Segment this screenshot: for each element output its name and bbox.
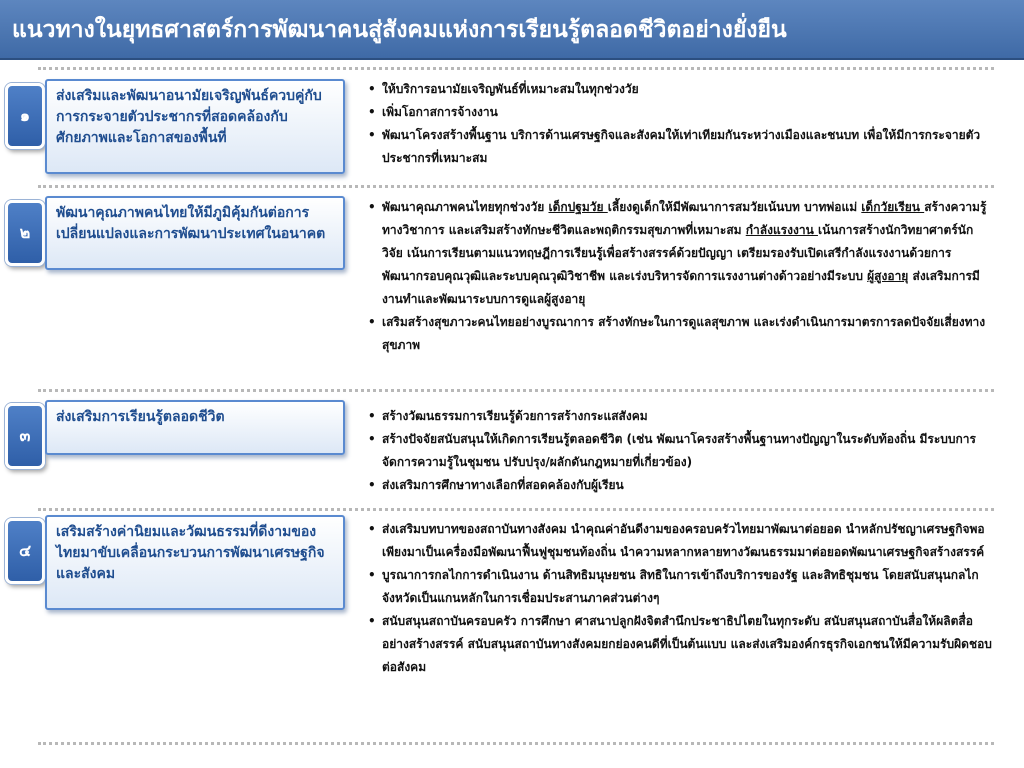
bullet-item: • สนับสนุนสถาบันครอบครัว การศึกษา ศาสนาปลูกฝังจิตสำนึกประชาธิปไตยในทุกระดับ สนับสนุนสถาบันสื่อให้ผลิตสื่ออย่างสร้างสรรค์ สนับสนุนสถาบันทางสังคมยกย่องคนดีที่เป็นต้นแบบ และส่งเสริมองค์กรธุรกิจเอกชนให้มีความรับผิดชอบต่อสังคม <box>366 610 994 679</box>
bullet-item <box>366 196 994 311</box>
title-bar <box>0 0 1024 60</box>
bullet-item: • สร้างปัจจัยสนับสนุนให้เกิดการเรียนรู้ตลอดชีวิต (เช่น พัฒนาโครงสร้างพื้นฐานทางปัญญาในระดับท้องถิ่น มีระบบการจัดการความรู้ในชุมชน ปรับปรุง/ผลักดันกฎหมายที่เกี่ยวข้อง) <box>366 428 994 474</box>
section-heading-1: ส่งเสริมและพัฒนาอนามัยเจริญพันธ์ควบคู่กับการกระจายตัวประชากรที่สอดคล้องกับศักยภาพและโอกาสของพื้นที่ <box>45 79 345 174</box>
group-label-school-age: เด็กวัยเรียน <box>861 200 925 214</box>
section-heading-3: ส่งเสริมการเรียนรู้ตลอดชีวิต <box>45 400 345 455</box>
section-number-2: ๒ <box>5 200 45 266</box>
page-title: แนวทางในยุทธศาสตร์การพัฒนาคนสู่สังคมแห่งการเรียนรู้ตลอดชีวิตอย่างยั่งยืน <box>12 17 787 43</box>
section-number-1: ๑ <box>5 83 45 149</box>
separator-top <box>38 67 994 70</box>
bullet-item: • พัฒนาโครงสร้างพื้นฐาน บริการด้านเศรษฐกิจและสังคมให้เท่าเทียมกันระหว่างเมืองและชนบท เพื่อให้มีการกระจายตัวประชากรที่เหมาะสม <box>366 124 994 170</box>
bullet-item: • สร้างวัฒนธรรมการเรียนรู้ด้วยการสร้างกระแสสังคม <box>366 405 994 428</box>
bullet-text: เลี้ยงดูเด็กให้มีพัฒนาการสมวัยเน้นบท บาทพ่อแม่ <box>607 200 862 214</box>
section-number-3: ๓ <box>5 403 45 469</box>
section-number-4: ๔ <box>5 518 45 584</box>
group-label-early-childhood: เด็กปฐมวัย <box>548 200 608 214</box>
bullet-item: • บูรณาการกลไกการดำเนินงาน ด้านสิทธิมนุษยชน สิทธิในการเข้าถึงบริการของรัฐ และสิทธิชุมชน โดยสนับสนุนกลไกจังหวัดเป็นแกนหลักในการเชื่อมประสานภาคส่วนต่างๆ <box>366 564 994 610</box>
bullet-item: • ส่งเสริมการศึกษาทางเลือกที่สอดคล้องกับผู้เรียน <box>366 474 994 497</box>
section-heading-2: พัฒนาคุณภาพคนไทยให้มีภูมิคุ้มกันต่อการเปลี่ยนแปลงและการพัฒนาประเทศในอนาคต <box>45 196 345 270</box>
section-bullets-3 <box>366 405 994 497</box>
separator-2 <box>38 389 994 392</box>
section-heading-4: เสริมสร้างค่านิยมและวัฒนธรรมที่ดีงามของไทยมาขับเคลื่อนกระบวนการพัฒนาเศรษฐกิจและสังคม <box>45 515 345 610</box>
bullet-text: สร้างความรู้ทางวิชาการ และเสริมสร้างทักษะชีวิตและพฤติกรรมสุขภาพที่เหมาะสม <box>382 200 987 237</box>
section-bullets-1 <box>366 78 994 170</box>
bullet-text: ส่งเสริมการมีงานทำและพัฒนาระบบการดูแลผู้สูงอายุ <box>382 269 980 306</box>
section-bullets-2 <box>366 196 994 357</box>
separator-3 <box>38 508 994 511</box>
section-bullets-4 <box>366 518 994 679</box>
bullet-item: • เพิ่มโอกาสการจ้างงาน <box>366 101 994 124</box>
bullet-item: • ส่งเสริมบทบาทของสถาบันทางสังคม นำคุณค่าอันดีงามของครอบครัวไทยมาพัฒนาต่อยอด นำหลักปรัชญาเศรษฐกิจพอเพียงมาเป็นเครื่องมือพัฒนาฟื้นฟูชุมชนท้องถิ่น นำความหลากหลายทางวัฒนธรรมมาต่อยอดพัฒนาเศรษฐกิจสร้างสรรค์ <box>366 518 994 564</box>
bullet-text: เน้นการสร้างนักวิทยาศาตร์นักวิจัย เน้นการเรียนตามแนวทฤษฎีการเรียนรู้เพื่อสร้างสรรค์ด้วยปัญญา เตรียมรองรับเปิดเสรีกำลังแรงงานด้วยการพัฒนากรอบคุณวุฒิและระบบคุณวุฒิวิชาชีพ และเร่งบริหารจัดการแรงงานต่างด้าวอย่างมีระบบ <box>382 223 974 283</box>
separator-1 <box>38 185 994 188</box>
group-label-workforce: กำลังแรงงาน <box>745 223 818 237</box>
separator-bottom <box>38 742 994 745</box>
bullet-text: พัฒนาคุณภาพคนไทยทุกช่วงวัย <box>382 200 549 214</box>
bullet-item: • เสริมสร้างสุขภาวะคนไทยอย่างบูรณาการ สร้างทักษะในการดูแลสุขภาพ และเร่งดำเนินการมาตรการลดปัจจัยเสี่ยงทางสุขภาพ <box>366 311 994 357</box>
bullet-item: • ให้บริการอนามัยเจริญพันธ์ที่เหมาะสมในทุกช่วงวัย <box>366 78 994 101</box>
group-label-elderly: ผู้สูงอายุ <box>867 269 909 283</box>
